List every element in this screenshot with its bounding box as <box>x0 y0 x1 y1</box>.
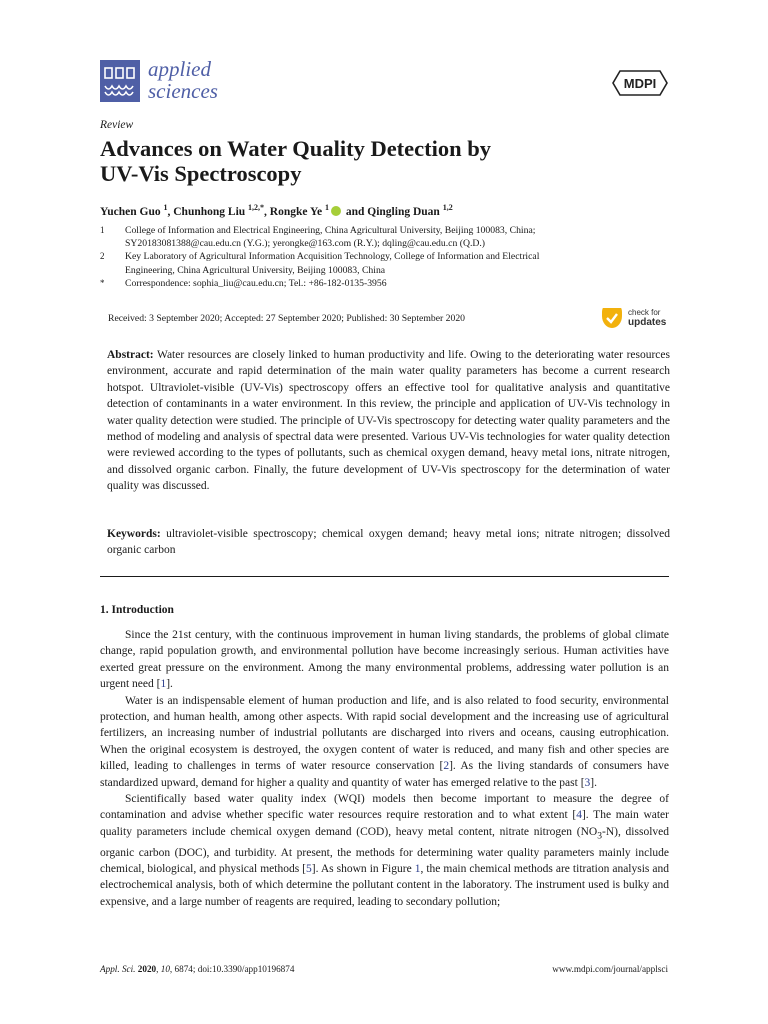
correspondence-item <box>100 277 675 290</box>
paragraph <box>100 791 669 910</box>
publication-dates: Received: 3 September 2020; Accepted: 27 September 2020; Published: 30 September 2020 <box>108 313 466 324</box>
figure-link[interactable]: 1 <box>414 862 421 875</box>
citation-link[interactable]: 2 <box>443 760 450 773</box>
section-divider <box>100 576 669 577</box>
paragraph-text: ]. <box>590 776 598 789</box>
article-type: Review <box>100 119 134 131</box>
author-name: Yuchen Guo <box>100 205 161 218</box>
author-name: Rongke Ye <box>269 205 323 218</box>
author-separator: and <box>342 205 368 218</box>
mdpi-logo <box>612 70 668 96</box>
citation-link[interactable]: 3 <box>584 776 591 789</box>
title-line1: Advances on Water Quality Detection by <box>100 136 492 161</box>
paragraph-text: Scientifically based water quality index (WQI) models then become important to measure the degree of contamination and advise whether specific water resources require restoration and to what extent [ <box>100 793 669 822</box>
affiliation-mark: 2 <box>100 251 105 262</box>
author-affil-mark: 1 <box>163 203 168 212</box>
affiliation-item <box>100 250 675 276</box>
footer-doi: , 6874; doi:10.3390/app10196874 <box>169 964 295 974</box>
paragraph-text: Since the 21st century, with the continuous improvement in human living standards, the problems of global climate change, rapid population growth, and environmental pollution have become increasingly serious. Human activities have exerted great pressure on the environment. Among the many environmental problems, addressing water pollution is an urgent need [ <box>100 629 669 691</box>
paragraph-text: , the main chemical methods are titration analysis and electrochemical analysis, both of which determine the pollutant content in the laboratory. The instrument used is bulky and expensive, and a large number of reagents are required, leading to secondary pollution; <box>100 862 670 908</box>
check-updates-line2: updates <box>628 317 667 328</box>
citation-link[interactable]: 4 <box>576 809 582 822</box>
journal-logo <box>100 57 240 104</box>
affiliations <box>100 224 675 290</box>
author-affil-mark: 1,2,* <box>248 203 265 212</box>
affiliation-mark: * <box>100 277 105 288</box>
orcid-icon[interactable] <box>331 206 341 216</box>
affiliation-line: SY20183081388@cau.edu.cn (Y.G.); yerongke@163.com (R.Y.); dqling@cau.edu.cn (Q.D.) <box>125 238 486 250</box>
check-updates-line1: check for <box>628 308 661 317</box>
affiliation-line: Engineering, China Agricultural University, Beijing 100083, China <box>125 264 386 276</box>
correspondence-line: Correspondence: sophia_liu@cau.edu.cn; Tel.: +86-182-0135-3956 <box>125 277 387 289</box>
section-heading: 1. Introduction <box>100 604 174 616</box>
paragraph-text: Water is an indispensable element of human production and life, and is also related to food security, environmental protection, and human health, among other aspects. With rapid social development and the increasing use of agricultural fertilizers, an increasing number of industrial pollutants are discharged into rivers and oceans, causing eutrophication. When the original ecosystem is destroyed, the oxygen content of water is reduced, and many fish and other species are killed, leading to challenges in terms of water resource conservation [ <box>100 694 669 773</box>
paragraph-text: ]. As the living standards of consumers have standardized upward, demand for higher a quality and quantity of water has emerged relative to the past [ <box>100 760 669 789</box>
journal-name <box>148 58 218 102</box>
paragraph-text: -N), dissolved organic carbon (DOC), and turbidity. At present, the methods for determining water quality parameters mainly include chemical, biological, and physical methods [ <box>100 825 669 875</box>
paragraph-text: ]. As shown in Figure <box>311 862 415 875</box>
publisher-name: MDPI <box>623 76 657 91</box>
paragraph <box>100 627 669 693</box>
citation-link[interactable]: 1 <box>160 678 167 691</box>
abstract <box>107 347 670 495</box>
abstract-text: Water resources are closely linked to human productivity and life. Owing to the deteriorating water resources environment, accurate and rapid determination of the main water quality parameters has become a current research hotspot. Ultraviolet-visible (UV-Vis) spectroscopy offers an effective tool for qualitative analysis and quantitative detection of contaminants in a water environment. In this review, the principle and application of UV-Vis technology in water quality detection were studied. The principle of UV-Vis spectroscopy for detecting water quality parameters and the method of modeling and analysis of spectral data were presented. Various UV-Vis technologies for water quality detection were reviewed according to the types of pollutants, such as chemical oxygen demand, heavy metal ions, nitrate nitrogen, and dissolved organic carbon. Finally, the future development of UV-Vis spectroscopy for the determination of water quality was discussed. <box>107 349 670 493</box>
body-text <box>100 627 669 910</box>
author-name: Qingling Duan <box>367 205 440 218</box>
paragraph-text: ]. <box>166 678 173 691</box>
subscript: 3 <box>597 830 602 842</box>
article-title <box>100 136 660 186</box>
author-name: Chunhong Liu <box>173 205 246 218</box>
footer-citation: Appl. Sci. 2020, 10, 6874; doi:10.3390/app10196874 <box>100 964 295 974</box>
footer-volume: 10 <box>160 964 170 974</box>
title-line2: UV-Vis Spectroscopy <box>100 161 302 186</box>
check-for-updates-icon <box>600 308 624 330</box>
affiliation-mark: 1 <box>100 225 105 235</box>
footer-url[interactable]: www.mdpi.com/journal/applsci <box>552 964 668 974</box>
author-separator: , <box>167 205 174 218</box>
author-affil-mark: 1 <box>324 203 329 212</box>
author-list <box>100 203 453 218</box>
footer-year: 2020 <box>137 964 157 974</box>
footer-journal: Appl. Sci. <box>100 964 136 974</box>
journal-name-line2: sciences <box>148 79 218 103</box>
keywords-label: Keywords: <box>107 528 161 540</box>
keywords-text: ultraviolet-visible spectroscopy; chemical oxygen demand; heavy metal ions; nitrate nitrogen; dissolved organic carbon <box>107 528 671 557</box>
journal-logo-icon <box>100 60 140 102</box>
affiliation-line: College of Information and Electrical Engineering, China Agricultural University, Beijing 100083, China; <box>125 225 536 236</box>
journal-name-line1: applied <box>148 57 211 81</box>
keywords <box>107 526 670 559</box>
check-for-updates-badge[interactable] <box>600 306 670 332</box>
affiliation-line: Key Laboratory of Agricultural Information Acquisition Technology, College of Information and Electrical <box>125 251 540 263</box>
author-separator: , <box>264 205 270 218</box>
paragraph-text: ]. The main water quality parameters include chemical oxygen demand (COD), heavy metal content, nitrate nitrogen (NO <box>100 809 669 838</box>
abstract-label: Abstract: <box>107 349 154 361</box>
paragraph <box>100 693 669 791</box>
affiliation-item <box>100 224 675 250</box>
author-affil-mark: 1,2 <box>442 203 453 212</box>
citation-link[interactable]: 5 <box>306 862 312 875</box>
